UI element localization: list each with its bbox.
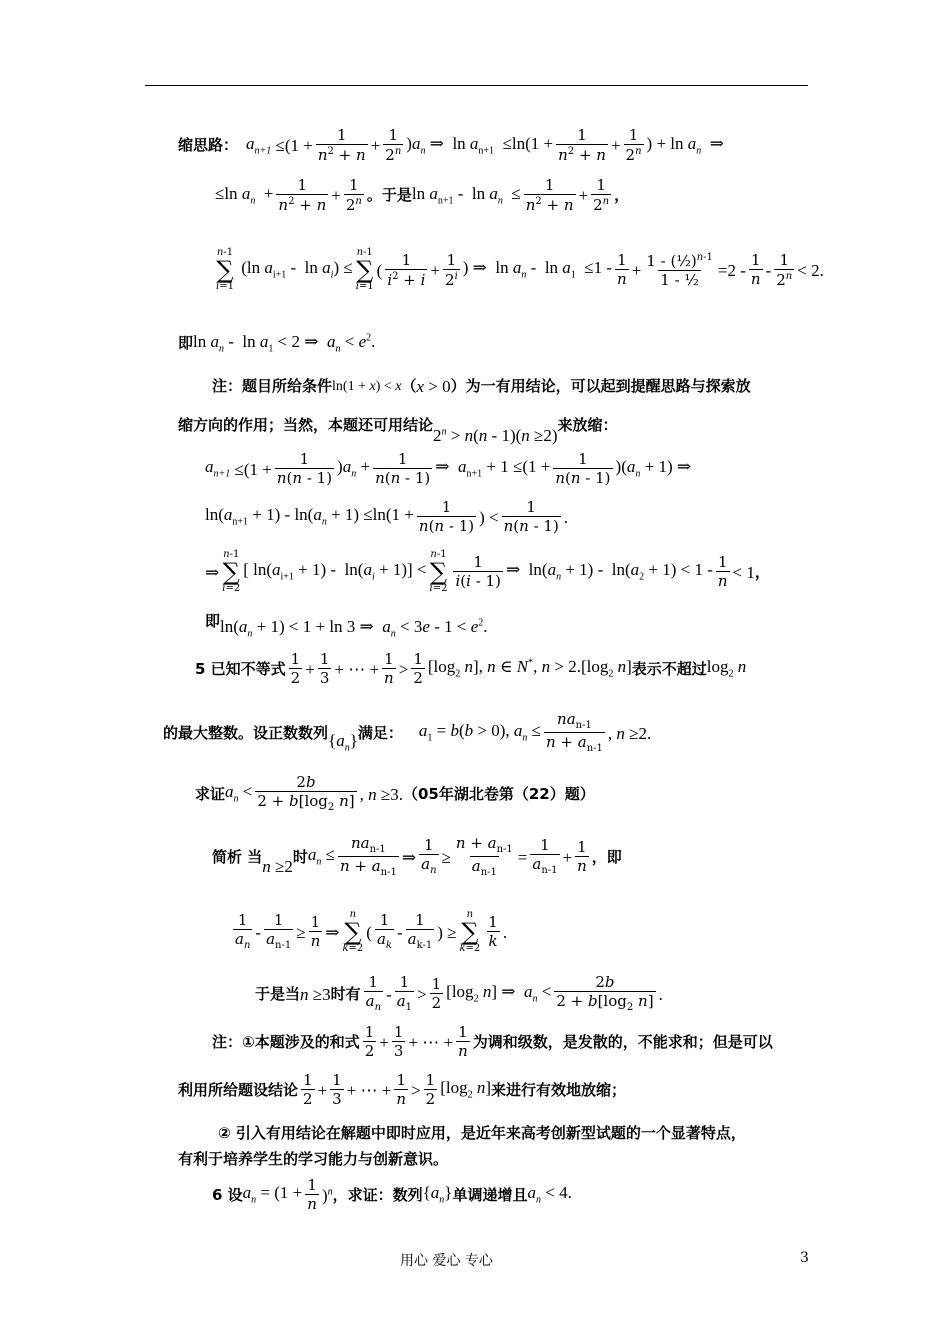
page-number: 3 bbox=[800, 1250, 809, 1266]
line-4: 即 $\ln a_n - \ln a_1 < 2$ ⇒ $a_n < e^2$. bbox=[178, 332, 376, 355]
problem-6: 6 设 $a_n = (1$ + $\frac{1}{n}$ )$^n$ ，求证：数列 $\{a_n\}$ 单调递增且 $a_n < 4$. bbox=[212, 1176, 572, 1213]
note-line-2: 利用所给题设结论 $\frac{1}{2}$ + $\frac{1}{3}$ + ⋯ + $\frac{1}{n}$ > $\frac{1}{2}$ [$\log_2$ n] 来进行有效地放缩； bbox=[178, 1071, 627, 1108]
header-rule bbox=[145, 85, 808, 86]
line-5: 注：题目所给条件 ln(1 + x) < x （ x > 0 ）为一有用结论，可以起到提醒思路与探索放 bbox=[212, 377, 751, 396]
line-7: $a_{n+1}$ ≤(1 + $\frac{1}{n(n - 1)}$ )$a_n$ + $\frac{1}{n(n - 1)}$ ⇒ $a_{n+1} + 1 \le(1$ + $\frac{1}{n(n - 1)}$ )$(a_n + 1)$ ⇒ bbox=[205, 450, 692, 487]
problem-5-line-2: 的最大整数。设正数数列 $\{a_n\}$ 满足： $a_1 = b(b > 0)$, $a_n$ ≤ $\frac{na_{n-1}}{n + a_{n-1}}$ , n ≥2. bbox=[163, 710, 652, 754]
line-2: ≤ln $a_n$ + $\frac{1}{n^2 + n}$ + $\frac{1}{2^n}$ 。于是 $\ln a_{n+1}$ - $\ln a_n$ ≤ $\frac{1}{n^2 + n}$ + $\frac{1}{2^n}$ ， bbox=[215, 176, 630, 214]
analysis-line-2: $\frac{1}{a_n}$ - $\frac{1}{a_{n-1}}$ ≥ $\frac{1}{n}$ ⇒ n ∑ k=2 ( $\frac{1}{a_k}$ - $\frac{1}{a_{k-1}}$ ) ≥ n ∑ k=2 $\frac{1}{k}$ . bbox=[235, 909, 508, 954]
line-10: 即 $\ln(a_n + 1) < 1 + \ln 3$ ⇒ $a_n < 3e - 1 < e^2$. bbox=[205, 612, 488, 640]
analysis-line-3: 于是当 n ≥3 时有 $\frac{1}{a_n}$ - $\frac{1}{a_1}$ > $\frac{1}{2}$ [$\log_2$ n] ⇒ $a_n$ < $\frac{2b}{2 + b[\log_2 n]}$ . bbox=[255, 973, 663, 1013]
line-6: 缩方向的作用；当然，本题还可用结论 $2^n > n(n - 1)(n \ge 2)$ 来放缩： bbox=[178, 416, 618, 445]
analysis-line-1: 简析 当 n ≥2 时 $a_n$ ≤ $\frac{na_{n-1}}{n + a_{n-1}}$ ⇒ $\frac{1}{a_n}$ ≥ $\frac{n + a_{n-1}}{a_{n-1}}$ = $\frac{1}{a_{n-1}}$ + $\frac{1}{n}$ ，即 bbox=[212, 834, 622, 878]
note-line-1: 注：①本题涉及的和式 $\frac{1}{2}$ + $\frac{1}{3}$ + ⋯ + $\frac{1}{n}$ 为调和级数，是发散的，不能求和；但是可以 bbox=[212, 1023, 773, 1060]
line-1: 缩思路： $a_{n+1}$ ≤(1 + $\frac{1}{n^2 + n}$ + $\frac{1}{2^n}$ )$a_n$ ⇒ $\ln a_{n+1} \le\ln(1$ + $\frac{1}{n^2 + n}$ + $\frac{1}{2^n}$ ) + $\ln a_n$ ⇒ bbox=[178, 126, 725, 164]
problem-5-line-1: 5 已知不等式 $\frac{1}{2}$ + $\frac{1}{3}$ + ⋯ + $\frac{1}{n}$ > $\frac{1}{2}$ [$\log_2$ n], n ∈ N*, $n > 2.[\log_2$ n] 表示不超过 $\log_2 n$ bbox=[195, 650, 747, 687]
line-8: $\ln(a_{n+1} + 1) - \ln(a_n + 1) \le\ln(1$ + $\frac{1}{n(n - 1)}$ ) < $\frac{1}{n(n - 1)}$ . bbox=[205, 498, 569, 535]
line-3: n-1 ∑ i=1 (ln $a_{i+1}$ - $\ln a_i$) ≤ n-1 ∑ i=1 ( $\frac{1}{i^2 + i}$ + $\frac{1}{2^i}$ ) ⇒ $\ln a_n - \ln a_1 \le 1$ - $\frac{1}{n}$ + $\frac{1 - (\frac{1}{2})^{n-1}}{\text{1 - ½}}$ =2 - $\frac{1}{n}$ - $\frac{1}{2^n}$ < 2. bbox=[216, 247, 824, 292]
prove-line: 求证 $a_n$ < $\frac{2b}{2 + b[\log_2 n]}$ , n ≥3. （05年湖北卷第（22）题） bbox=[195, 773, 595, 813]
line-9: ⇒ n-1 ∑ i=2 [ $\ln(a_{i+1} + 1) - \ln(a_i + 1)$] < n-1 ∑ i=2 $\frac{1}{i(i - 1)}$ ⇒ $\ln(a_n + 1) - \ln(a_2 + 1) < 1$ - $\frac{1}{n}$ < 1 ， bbox=[205, 549, 770, 594]
label-suo-silu: 缩思路： bbox=[178, 136, 239, 154]
page-footer: 用心 爱心 专心 bbox=[400, 1253, 493, 1269]
source-citation: （05年湖北卷第（22）题） bbox=[402, 784, 595, 803]
text-yushi: 。于是 bbox=[366, 186, 412, 204]
note-line-4: 有利于培养学生的学习能力与创新意识。 bbox=[178, 1150, 449, 1168]
note-line-3: ② 引入有用结论在解题中即时应用，是近年来高考创新型试题的一个显著特点， bbox=[218, 1124, 746, 1142]
